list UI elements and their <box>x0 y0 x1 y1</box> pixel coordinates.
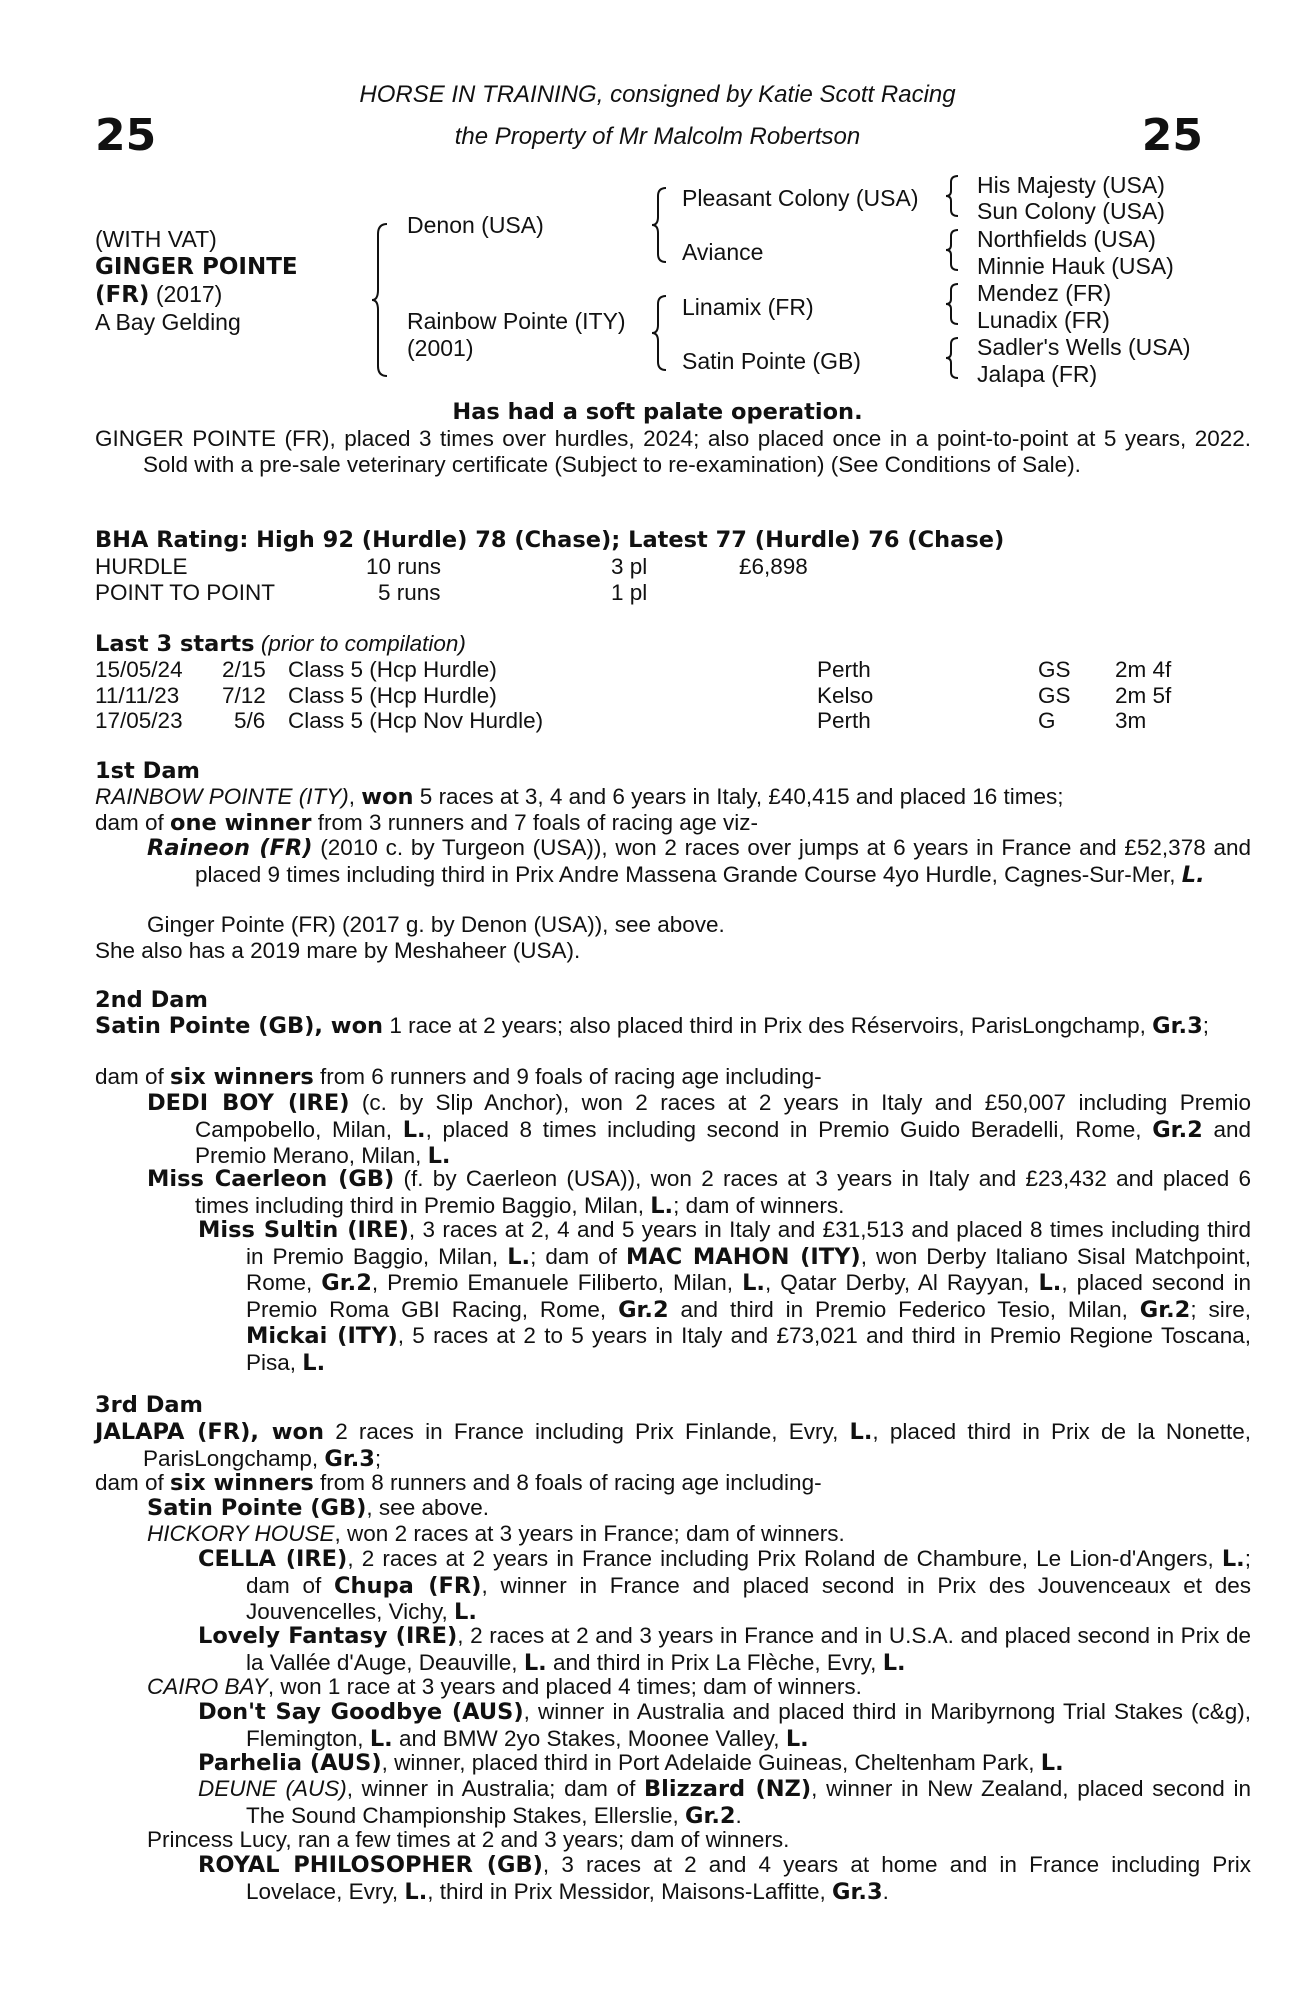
listed-mark: L. <box>849 1419 873 1445</box>
dam-of-winners: six winners <box>170 1064 314 1090</box>
group-mark: Gr.2 <box>1152 1116 1203 1143</box>
bha-rating: BHA Rating: High 92 (Hurdle) 78 (Chase); Latest 77 (Hurdle) 76 (Chase) <box>95 527 1005 553</box>
progeny-name: ROYAL PHILOSOPHER (GB) <box>198 1852 543 1878</box>
start-date: 15/05/24 <box>95 657 183 682</box>
progeny-text: ; dam of winners. <box>673 1192 845 1218</box>
progeny-name: DEUNE (AUS) <box>198 1776 347 1801</box>
dam-of-prefix: dam of <box>95 810 171 835</box>
progeny-name: Mickai (ITY) <box>246 1323 398 1350</box>
progeny-text: , placed 8 times including second in Premio Guido Beradelli, Rome, <box>425 1116 1153 1142</box>
pedigree-dam-dam: Satin Pointe (GB) <box>682 348 861 374</box>
progeny-text: , winner in Australia; dam of <box>346 1776 645 1801</box>
bha-type: HURDLE <box>95 554 188 579</box>
start-pos: 2/15 <box>222 657 266 682</box>
progeny-royal-philosopher <box>198 1852 1251 1905</box>
progeny-name: Satin Pointe (GB) <box>147 1495 367 1521</box>
start-going: G <box>1038 708 1056 733</box>
bha-placed: 1 pl <box>611 580 648 605</box>
progeny-text: , 5 races at 2 to 5 years in Italy and £73,021 and third in Premio Regione Toscana, Pisa, <box>246 1323 1251 1375</box>
start-course: Kelso <box>817 683 874 708</box>
listed-mark: L. <box>402 1116 426 1143</box>
progeny-name: Raineon (FR) <box>147 835 313 861</box>
progeny-name: DEDI BOY (IRE) <box>147 1090 350 1116</box>
progeny-lovely-fantasy <box>198 1623 1251 1676</box>
progeny-cella <box>198 1546 1251 1626</box>
pedigree-bracket-dam <box>652 294 672 376</box>
horse-description: A Bay Gelding <box>95 309 241 335</box>
punct: . <box>882 1878 889 1904</box>
dam2-produce-intro <box>95 1064 1203 1091</box>
pedigree-bracket-sire <box>652 186 672 268</box>
vat-label: (WITH VAT) <box>95 226 217 252</box>
dam1-name: RAINBOW POINTE (ITY) <box>95 784 349 809</box>
listed-mark: L. <box>1181 861 1205 888</box>
listed-mark: L. <box>427 1143 451 1170</box>
dam3-heading: 3rd Dam <box>95 1392 203 1418</box>
progeny-text: , Premio Emanuele Filiberto, Milan, <box>371 1270 743 1296</box>
last-starts-heading <box>95 631 466 658</box>
punct: . <box>735 1802 742 1828</box>
pedigree-bracket-g2 <box>946 228 962 274</box>
dam-of-prefix: dam of <box>95 1470 171 1495</box>
dam1-record: RAINBOW POINTE (ITY), won 5 races at 3, 4 and 6 years in Italy, £40,415 and placed 16 times; <box>95 784 1064 810</box>
start-pos: 7/12 <box>222 683 266 708</box>
start-date: 11/11/23 <box>95 683 180 708</box>
progeny-dedi-boy <box>147 1090 1251 1170</box>
listed-mark: L. <box>369 1725 393 1752</box>
pedigree-g2: Sun Colony (USA) <box>977 198 1165 224</box>
pedigree-dam-sire: Linamix (FR) <box>682 294 814 320</box>
pedigree-sire-dam: Aviance <box>682 239 764 265</box>
dam1-text: 5 races at 3, 4 and 6 years in Italy, £40,415 and placed 16 times; <box>413 784 1064 809</box>
group-mark: Gr.2 <box>321 1270 372 1297</box>
pedigree-bracket-g3 <box>946 282 962 328</box>
start-distance: 2m 5f <box>1115 683 1172 708</box>
group-mark: Gr.3 <box>1152 1013 1203 1039</box>
start-race: Class 5 (Hcp Nov Hurdle) <box>288 708 544 733</box>
progeny-text: (2010 c. by Turgeon (USA)), won 2 races over jumps at 6 years in France and £52,378 and placed 9 times including third in Prix Andre Massena Grande Course 4yo Hurdle, Cagnes-Sur-Mer, <box>195 835 1251 887</box>
progeny-text: and third in Premio Federico Tesio, Milan, <box>668 1296 1140 1322</box>
group-mark: Gr.2 <box>618 1296 669 1323</box>
dam2-text: 1 race at 2 years; also placed third in Prix des Réservoirs, ParisLongchamp, <box>383 1013 1153 1038</box>
listed-mark: L. <box>302 1349 326 1376</box>
dam-of-prefix: dam of <box>95 1064 171 1089</box>
group-mark: Gr.3 <box>832 1878 883 1905</box>
horse-year: (2017) <box>155 281 223 307</box>
progeny-name: CELLA (IRE) <box>198 1546 348 1572</box>
dam-of-rest: from 6 runners and 9 foals of racing age including- <box>313 1064 822 1089</box>
progeny-text: ; sire, <box>1190 1296 1251 1322</box>
progeny-text: (f. by Caerleon (USA)), won 2 races at 3 years in Italy and £23,432 and placed 6 times including third in Premio Baggio, Milan, <box>195 1166 1251 1218</box>
bha-runs: 10 runs <box>366 554 442 579</box>
listed-mark: L. <box>1221 1546 1245 1572</box>
start-course: Perth <box>817 708 871 733</box>
dam-of-rest: from 3 runners and 7 foals of racing age viz- <box>311 810 758 835</box>
start-pos: 5/6 <box>234 708 266 733</box>
progeny-text: , 3 races at 2, 4 and 5 years in Italy and £31,513 and placed 8 times including third in Premio Baggio, Milan, <box>246 1217 1251 1269</box>
listed-mark: L. <box>454 1599 477 1626</box>
progeny-name: Parhelia (AUS) <box>198 1750 382 1776</box>
progeny-text: , won Derby Italiano Sisal Matchpoint, Rome, <box>246 1243 1251 1296</box>
progeny-text: (c. by Slip Anchor), won 2 races at 2 years in Italy and £50,007 including Premio Campobello, Milan, <box>195 1090 1251 1142</box>
start-distance: 3m <box>1115 708 1147 733</box>
soft-palate-notice: Has had a soft palate operation. <box>452 399 863 425</box>
pedigree-g8: Jalapa (FR) <box>977 361 1098 387</box>
pedigree-sire-sire: Pleasant Colony (USA) <box>682 185 919 211</box>
pedigree-bracket-g4 <box>946 336 962 382</box>
listed-mark: L. <box>785 1725 809 1752</box>
listed-mark: L. <box>523 1649 547 1676</box>
progeny-deune <box>198 1776 1251 1829</box>
progeny-name: Chupa (FR) <box>334 1572 482 1599</box>
dam1-heading: 1st Dam <box>95 758 200 784</box>
property-line: the Property of Mr Malcolm Robertson <box>454 123 861 150</box>
horse-name: GINGER POINTE <box>95 254 298 280</box>
progeny-name: Blizzard (NZ) <box>644 1776 812 1802</box>
dam1-also: She also has a 2019 mare by Meshaheer (USA). <box>95 938 581 963</box>
progeny-name: Don't Say Goodbye (AUS) <box>198 1699 524 1725</box>
dam1-produce-intro <box>95 810 1203 837</box>
progeny-ginger: Ginger Pointe (FR) (2017 g. by Denon (USA)), see above. <box>147 912 725 937</box>
listed-mark: L. <box>1040 1750 1064 1776</box>
progeny-miss-caerleon <box>147 1166 1251 1219</box>
progeny-text: , placed second in Premio Roma GBI Racing, Rome, <box>246 1270 1252 1322</box>
horse-suffix: (FR) <box>95 282 150 308</box>
progeny-dont-say-goodbye <box>198 1699 1251 1752</box>
progeny-text: , winner, placed third in Port Adelaide Guineas, Cheltenham Park, <box>381 1750 1041 1775</box>
progeny-text: , won 1 race at 3 years and placed 4 times; dam of winners. <box>267 1674 862 1699</box>
horse-identity <box>95 226 298 336</box>
progeny-raineon <box>147 835 1251 888</box>
dam1-won: won <box>361 784 414 810</box>
horse-summary: GINGER POINTE (FR), placed 3 times over hurdles, 2024; also placed once in a point-to-point at 5 years, 2022. Sold with a pre-sale veterinary certificate (Subject to re-examination) (See Conditions of Sale). <box>95 426 1251 477</box>
start-distance: 2m 4f <box>1115 657 1172 682</box>
dam3-name: JALAPA (FR), won <box>95 1419 324 1445</box>
pedigree-g7: Sadler's Wells (USA) <box>977 334 1191 360</box>
last-starts-note: (prior to compilation) <box>260 631 466 656</box>
dam-of-winners: six winners <box>170 1470 314 1496</box>
bha-runs: 5 runs <box>378 580 441 605</box>
pedigree-sire: Denon (USA) <box>407 212 544 238</box>
progeny-name: MAC MAHON (ITY) <box>625 1243 861 1270</box>
group-mark: Gr.2 <box>1139 1296 1191 1323</box>
progeny-text: ; dam of <box>530 1243 626 1269</box>
lot-number-right: 25 <box>1141 110 1203 161</box>
listed-mark: L. <box>507 1243 531 1270</box>
listed-mark: L. <box>882 1649 906 1676</box>
pedigree-dam: Rainbow Pointe (ITY) <box>407 308 626 334</box>
pedigree-bracket-main <box>372 222 392 378</box>
punct: ; <box>1202 1013 1209 1038</box>
progeny-text: , 3 races at 2 and 4 years at home and in France including Prix Lovelace, Evry, <box>246 1852 1251 1904</box>
progeny-name: HICKORY HOUSE <box>147 1521 335 1546</box>
progeny-name: Miss Sultin (IRE) <box>198 1217 409 1243</box>
dam2-name: Satin Pointe (GB), won <box>95 1013 384 1039</box>
dam3-produce-intro <box>95 1470 1203 1497</box>
dam3-record <box>95 1419 1251 1472</box>
progeny-text: , winner in New Zealand, placed second in The Sound Championship Stakes, Ellerslie, <box>246 1776 1251 1828</box>
progeny-miss-sultin <box>198 1217 1251 1377</box>
dam3-text: 2 races in France including Prix Finlande, Evry, <box>324 1419 850 1444</box>
progeny-text: and Premio Merano, Milan, <box>195 1116 1252 1169</box>
progeny-text: , third in Prix Messidor, Maisons-Laffitte, <box>427 1878 833 1904</box>
bha-type: POINT TO POINT <box>95 580 276 605</box>
start-going: GS <box>1038 657 1071 682</box>
start-going: GS <box>1038 683 1071 708</box>
group-mark: Gr.3 <box>324 1445 375 1472</box>
last-starts-title: Last 3 starts <box>95 631 255 657</box>
pedigree-dam-year: (2001) <box>407 335 474 361</box>
dam2-record <box>95 1013 1251 1040</box>
pedigree-g1: His Majesty (USA) <box>977 172 1165 198</box>
progeny-text: and third in Prix La Flèche, Evry, <box>546 1649 883 1675</box>
dam2-heading: 2nd Dam <box>95 987 208 1013</box>
progeny-text: , winner in Australia and placed third in Maribyrnong Trial Stakes (c&g), Flemington, <box>246 1699 1251 1751</box>
progeny-text: , Qatar Derby, Al Rayyan, <box>764 1270 1039 1296</box>
pedigree-bracket-g1 <box>946 174 962 220</box>
progeny-hickory-house <box>147 1521 1203 1547</box>
dam3-text: , placed third in Prix de la Nonette, ParisLongchamp, <box>143 1419 1251 1471</box>
progeny-text: , winner in France and placed second in Prix des Jouvenceaux et des Jouvencelles, Vichy, <box>246 1572 1252 1625</box>
start-race: Class 5 (Hcp Hurdle) <box>288 657 497 682</box>
progeny-text: ; dam of <box>246 1546 1251 1598</box>
progeny-name: Miss Caerleon (GB) <box>147 1166 395 1192</box>
dam-of-winners: one winner <box>170 810 312 836</box>
start-course: Perth <box>817 657 871 682</box>
start-date: 17/05/23 <box>95 708 183 733</box>
listed-mark: L. <box>1038 1270 1062 1297</box>
pedigree-g4: Minnie Hauk (USA) <box>977 253 1174 279</box>
consignor-line: HORSE IN TRAINING, consigned by Katie Scott Racing <box>359 81 956 108</box>
bha-placed: 3 pl <box>611 554 648 579</box>
listed-mark: L. <box>650 1192 674 1219</box>
bha-prize: £6,898 <box>739 554 808 579</box>
progeny-parhelia <box>198 1750 1203 1777</box>
progeny-text: , 2 races at 2 years in France including Prix Roland de Chambure, Le Lion-d'Angers, <box>347 1546 1222 1571</box>
progeny-princess-lucy: Princess Lucy, ran a few times at 2 and 3 years; dam of winners. <box>147 1827 790 1852</box>
progeny-name: Lovely Fantasy (IRE) <box>198 1623 458 1649</box>
dam-of-rest: from 8 runners and 8 foals of racing age including- <box>313 1470 822 1495</box>
punct: ; <box>374 1445 382 1471</box>
progeny-text: , 2 races at 2 and 3 years in France and in U.S.A. and placed second in Prix de la Vallée d'Auge, Deauville, <box>246 1623 1251 1675</box>
pedigree-g3: Northfields (USA) <box>977 226 1156 252</box>
listed-mark: L. <box>404 1878 428 1905</box>
start-race: Class 5 (Hcp Hurdle) <box>288 683 497 708</box>
progeny-text: , won 2 races at 3 years in France; dam of winners. <box>334 1521 845 1546</box>
progeny-text: , see above. <box>366 1495 490 1520</box>
progeny-name: CAIRO BAY <box>147 1674 268 1699</box>
progeny-satin-pointe <box>147 1495 1203 1522</box>
group-mark: Gr.2 <box>684 1802 736 1829</box>
progeny-text: and BMW 2yo Stakes, Moonee Valley, <box>392 1725 786 1751</box>
listed-mark: L. <box>742 1270 765 1297</box>
pedigree-g5: Mendez (FR) <box>977 280 1112 306</box>
lot-number-left: 25 <box>95 110 157 161</box>
progeny-cairo-bay <box>147 1674 1203 1700</box>
pedigree-g6: Lunadix (FR) <box>977 307 1110 333</box>
